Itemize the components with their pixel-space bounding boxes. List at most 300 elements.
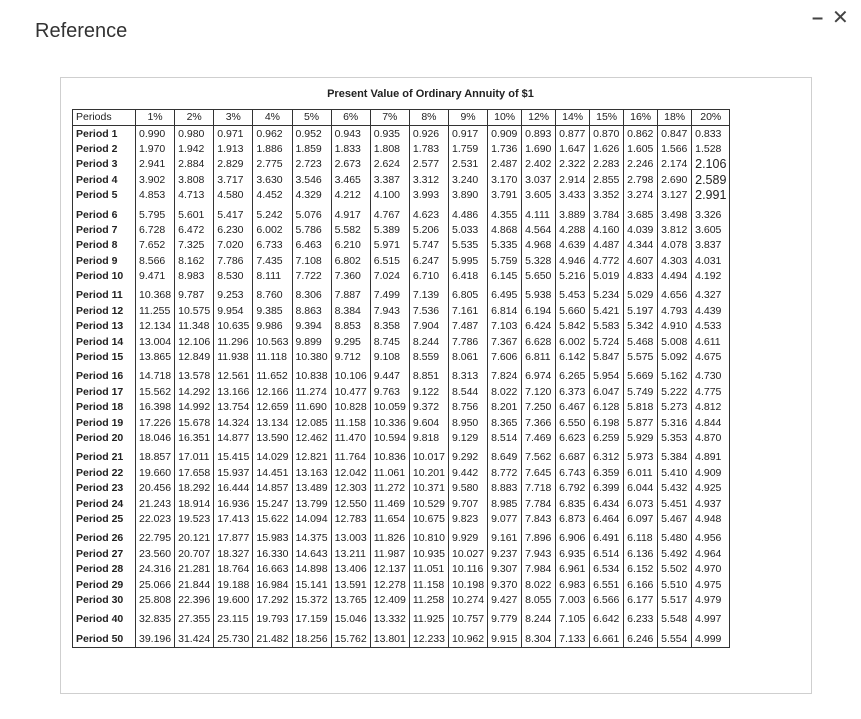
table-cell: 2.577 xyxy=(409,157,448,172)
table-cell: 6.359 xyxy=(590,466,624,481)
table-cell: 13.003 xyxy=(331,531,370,546)
table-cell: 11.255 xyxy=(136,304,175,319)
period-label: Period 28 xyxy=(73,562,136,577)
table-row xyxy=(73,319,730,334)
table-cell: 7.120 xyxy=(522,385,556,400)
table-cell: 10.477 xyxy=(331,385,370,400)
table-cell: 5.517 xyxy=(658,593,692,608)
table-cell: 4.891 xyxy=(692,450,730,465)
table-cell: 5.724 xyxy=(590,334,624,349)
table-cell: 6.424 xyxy=(522,319,556,334)
table-cell: 6.514 xyxy=(590,547,624,562)
table-cell: 5.749 xyxy=(624,385,658,400)
table-row xyxy=(73,188,730,203)
table-cell: 4.355 xyxy=(488,207,522,222)
table-row xyxy=(73,481,730,496)
table-cell: 11.925 xyxy=(409,612,448,627)
table-cell: 9.707 xyxy=(449,496,488,511)
table-cell: 1.942 xyxy=(175,142,214,157)
table-cell: 8.162 xyxy=(175,254,214,269)
table-cell: 17.877 xyxy=(214,531,253,546)
table-cell: 13.134 xyxy=(253,415,292,430)
table-cell: 27.355 xyxy=(175,612,214,627)
header-rate: 5% xyxy=(292,110,331,126)
table-cell: 20.707 xyxy=(175,547,214,562)
table-cell: 6.792 xyxy=(556,481,590,496)
table-cell: 12.821 xyxy=(292,450,331,465)
table-cell: 7.103 xyxy=(488,319,522,334)
table-cell: 7.139 xyxy=(409,288,448,303)
table-cell: 7.896 xyxy=(522,531,556,546)
table-cell: 25.808 xyxy=(136,593,175,608)
table-cell: 4.564 xyxy=(522,223,556,238)
table-cell: 17.226 xyxy=(136,415,175,430)
table-cell: 9.823 xyxy=(449,512,488,527)
table-cell: 7.984 xyxy=(522,562,556,577)
period-label: Period 25 xyxy=(73,512,136,527)
table-cell: 7.718 xyxy=(522,481,556,496)
table-cell: 0.952 xyxy=(292,126,331,142)
table-cell: 7.562 xyxy=(522,450,556,465)
table-cell: 5.076 xyxy=(292,207,331,222)
period-label: Period 30 xyxy=(73,593,136,608)
table-cell: 2.884 xyxy=(175,157,214,172)
table-cell: 1.886 xyxy=(253,142,292,157)
table-cell: 11.348 xyxy=(175,319,214,334)
table-cell: 6.097 xyxy=(624,512,658,527)
table-cell: 14.094 xyxy=(292,512,331,527)
table-cell: 5.410 xyxy=(658,466,692,481)
table-cell: 4.844 xyxy=(692,415,730,430)
table-row xyxy=(73,238,730,253)
table-cell: 4.288 xyxy=(556,223,590,238)
table-cell: 25.730 xyxy=(214,632,253,648)
table-cell: 10.935 xyxy=(409,547,448,562)
table-cell: 5.451 xyxy=(658,496,692,511)
table-cell: 6.210 xyxy=(331,238,370,253)
table-cell: 1.970 xyxy=(136,142,175,157)
table-cell: 11.987 xyxy=(370,547,409,562)
table-cell: 1.690 xyxy=(522,142,556,157)
table-cell: 6.002 xyxy=(253,223,292,238)
table-cell: 3.605 xyxy=(692,223,730,238)
table-cell: 6.974 xyxy=(522,369,556,384)
table-cell: 15.678 xyxy=(175,415,214,430)
header-rate: 15% xyxy=(590,110,624,126)
period-label: Period 6 xyxy=(73,207,136,222)
table-cell: 7.325 xyxy=(175,238,214,253)
table-cell: 6.047 xyxy=(590,385,624,400)
table-cell: 5.759 xyxy=(488,254,522,269)
table-cell: 6.802 xyxy=(331,254,370,269)
table-cell: 6.743 xyxy=(556,466,590,481)
table-cell: 14.375 xyxy=(292,531,331,546)
table-cell: 7.722 xyxy=(292,269,331,284)
table-cell: 8.055 xyxy=(522,593,556,608)
table-cell: 2.855 xyxy=(590,173,624,188)
table-cell: 4.580 xyxy=(214,188,253,203)
table-cell: 11.764 xyxy=(331,450,370,465)
table-cell: 15.372 xyxy=(292,593,331,608)
table-cell: 11.158 xyxy=(331,415,370,430)
table-cell: 5.468 xyxy=(624,334,658,349)
table-cell: 8.559 xyxy=(409,350,448,365)
table-cell: 6.566 xyxy=(590,593,624,608)
table-cell: 6.230 xyxy=(214,223,253,238)
table-cell: 8.772 xyxy=(488,466,522,481)
table-cell: 6.194 xyxy=(522,304,556,319)
table-cell: 21.243 xyxy=(136,496,175,511)
table-row xyxy=(73,632,730,648)
table-cell: 14.898 xyxy=(292,562,331,577)
table-cell: 3.630 xyxy=(253,173,292,188)
table-cell: 0.862 xyxy=(624,126,658,142)
table-cell: 17.658 xyxy=(175,466,214,481)
table-cell: 6.145 xyxy=(488,269,522,284)
table-cell: 5.335 xyxy=(488,238,522,253)
table-cell: 6.166 xyxy=(624,577,658,592)
table-cell: 9.712 xyxy=(331,350,370,365)
table-cell: 13.211 xyxy=(331,547,370,562)
table-cell: 12.462 xyxy=(292,431,331,446)
table-cell: 7.024 xyxy=(370,269,409,284)
table-cell: 13.163 xyxy=(292,466,331,481)
table-cell: 9.394 xyxy=(292,319,331,334)
table-cell: 4.639 xyxy=(556,238,590,253)
table-row xyxy=(73,593,730,608)
table-row xyxy=(73,385,730,400)
table-cell: 14.292 xyxy=(175,385,214,400)
table-cell: 10.198 xyxy=(449,577,488,592)
table-cell: 10.059 xyxy=(370,400,409,415)
period-label: Period 9 xyxy=(73,254,136,269)
table-cell: 9.292 xyxy=(449,450,488,465)
table-cell: 0.877 xyxy=(556,126,590,142)
table-cell: 4.675 xyxy=(692,350,730,365)
table-cell: 3.605 xyxy=(522,188,556,203)
period-label: Period 2 xyxy=(73,142,136,157)
table-cell: 4.487 xyxy=(590,238,624,253)
table-cell: 22.795 xyxy=(136,531,175,546)
table-cell: 8.544 xyxy=(449,385,488,400)
table-cell: 18.914 xyxy=(175,496,214,511)
period-label: Period 40 xyxy=(73,612,136,627)
table-cell: 5.795 xyxy=(136,207,175,222)
period-label: Period 16 xyxy=(73,369,136,384)
table-cell: 5.583 xyxy=(590,319,624,334)
table-row xyxy=(73,466,730,481)
table-cell: 14.324 xyxy=(214,415,253,430)
table-cell: 7.786 xyxy=(449,334,488,349)
table-cell: 3.387 xyxy=(370,173,409,188)
table-cell: 1.808 xyxy=(370,142,409,157)
table-cell: 6.687 xyxy=(556,450,590,465)
table-cell: 14.029 xyxy=(253,450,292,465)
table-cell: 25.066 xyxy=(136,577,175,592)
table-cell: 6.044 xyxy=(624,481,658,496)
table-cell: 5.650 xyxy=(522,269,556,284)
table-cell: 4.975 xyxy=(692,577,730,592)
table-cell: 15.983 xyxy=(253,531,292,546)
table-cell: 4.910 xyxy=(658,319,692,334)
table-cell: 3.326 xyxy=(692,207,730,222)
table-cell: 21.844 xyxy=(175,577,214,592)
table-cell: 4.833 xyxy=(624,269,658,284)
table-cell: 12.561 xyxy=(214,369,253,384)
table-cell: 5.929 xyxy=(624,431,658,446)
period-label: Period 21 xyxy=(73,450,136,465)
table-cell: 5.575 xyxy=(624,350,658,365)
table-cell: 19.793 xyxy=(253,612,292,627)
table-cell: 7.435 xyxy=(253,254,292,269)
table-cell: 1.759 xyxy=(449,142,488,157)
table-row xyxy=(73,400,730,415)
table-cell: 19.523 xyxy=(175,512,214,527)
period-label: Period 14 xyxy=(73,334,136,349)
table-cell: 2.531 xyxy=(449,157,488,172)
table-cell: 12.085 xyxy=(292,415,331,430)
table-cell: 6.983 xyxy=(556,577,590,592)
table-cell: 22.023 xyxy=(136,512,175,527)
table-cell: 9.763 xyxy=(370,385,409,400)
minimize-icon[interactable]: – xyxy=(812,7,824,29)
table-cell: 6.152 xyxy=(624,562,658,577)
table-cell: 7.606 xyxy=(488,350,522,365)
table-cell: 4.533 xyxy=(692,319,730,334)
table-cell: 1.859 xyxy=(292,142,331,157)
table-cell: 3.352 xyxy=(590,188,624,203)
table-cell: 9.580 xyxy=(449,481,488,496)
table-cell: 7.469 xyxy=(522,431,556,446)
table-cell: 5.033 xyxy=(449,223,488,238)
table-cell: 1.783 xyxy=(409,142,448,157)
table-cell: 21.281 xyxy=(175,562,214,577)
table-title: Present Value of Ordinary Annuity of $1 xyxy=(327,88,534,100)
table-cell: 8.244 xyxy=(409,334,448,349)
table-cell: 10.594 xyxy=(370,431,409,446)
table-cell: 13.578 xyxy=(175,369,214,384)
table-cell: 10.336 xyxy=(370,415,409,430)
table-cell: 7.784 xyxy=(522,496,556,511)
table-cell: 5.554 xyxy=(658,632,692,648)
table-cell: 8.985 xyxy=(488,496,522,511)
table-cell: 3.274 xyxy=(624,188,658,203)
table-cell: 5.660 xyxy=(556,304,590,319)
table-cell: 9.129 xyxy=(449,431,488,446)
table-cell: 6.247 xyxy=(409,254,448,269)
table-row xyxy=(73,496,730,511)
table-cell: 5.938 xyxy=(522,288,556,303)
table-row xyxy=(73,431,730,446)
table-cell: 11.118 xyxy=(253,350,292,365)
table-row xyxy=(73,369,730,384)
table-cell: 4.212 xyxy=(331,188,370,203)
period-label: Period 1 xyxy=(73,126,136,142)
table-cell: 7.487 xyxy=(449,319,488,334)
table-cell: 3.902 xyxy=(136,173,175,188)
table-cell: 12.849 xyxy=(175,350,214,365)
table-cell: 7.499 xyxy=(370,288,409,303)
table-cell: 4.946 xyxy=(556,254,590,269)
table-cell: 3.433 xyxy=(556,188,590,203)
table-cell: 2.991 xyxy=(692,188,730,203)
table-cell: 8.756 xyxy=(449,400,488,415)
table-cell: 10.675 xyxy=(409,512,448,527)
table-cell: 1.528 xyxy=(692,142,730,157)
table-cell: 6.642 xyxy=(590,612,624,627)
table-cell: 7.161 xyxy=(449,304,488,319)
table-cell: 3.170 xyxy=(488,173,522,188)
table-cell: 6.198 xyxy=(590,415,624,430)
table-cell: 9.818 xyxy=(409,431,448,446)
table-cell: 9.372 xyxy=(409,400,448,415)
table-cell: 8.304 xyxy=(522,632,556,648)
header-rate: 12% xyxy=(522,110,556,126)
table-cell: 2.322 xyxy=(556,157,590,172)
table-cell: 4.793 xyxy=(658,304,692,319)
table-cell: 7.367 xyxy=(488,334,522,349)
table-cell: 9.077 xyxy=(488,512,522,527)
table-cell: 6.011 xyxy=(624,466,658,481)
table-cell: 8.883 xyxy=(488,481,522,496)
table-cell: 2.174 xyxy=(658,157,692,172)
table-cell: 4.767 xyxy=(370,207,409,222)
table-cell: 12.137 xyxy=(370,562,409,577)
table-row xyxy=(73,173,730,188)
period-label: Period 20 xyxy=(73,431,136,446)
table-cell: 9.986 xyxy=(253,319,292,334)
table-cell: 9.295 xyxy=(331,334,370,349)
table-cell: 8.244 xyxy=(522,612,556,627)
table-cell: 6.961 xyxy=(556,562,590,577)
table-cell: 0.833 xyxy=(692,126,730,142)
table-cell: 18.857 xyxy=(136,450,175,465)
table-cell: 4.303 xyxy=(658,254,692,269)
table-cell: 12.783 xyxy=(331,512,370,527)
header-rate: 14% xyxy=(556,110,590,126)
table-cell: 11.158 xyxy=(409,577,448,592)
table-cell: 4.909 xyxy=(692,466,730,481)
table-cell: 7.652 xyxy=(136,238,175,253)
table-cell: 4.656 xyxy=(658,288,692,303)
table-cell: 18.327 xyxy=(214,547,253,562)
table-cell: 17.011 xyxy=(175,450,214,465)
table-cell: 10.201 xyxy=(409,466,448,481)
table-cell: 7.250 xyxy=(522,400,556,415)
table-cell: 4.439 xyxy=(692,304,730,319)
table-cell: 4.327 xyxy=(692,288,730,303)
table-cell: 7.360 xyxy=(331,269,370,284)
table-cell: 6.463 xyxy=(292,238,331,253)
table-cell: 10.116 xyxy=(449,562,488,577)
table-cell: 10.838 xyxy=(292,369,331,384)
reference-title: Reference xyxy=(35,20,128,42)
table-cell: 4.997 xyxy=(692,612,730,627)
table-cell: 4.111 xyxy=(522,207,556,222)
table-cell: 16.330 xyxy=(253,547,292,562)
table-cell: 9.787 xyxy=(175,288,214,303)
table-cell: 9.915 xyxy=(488,632,522,648)
header-rate: 3% xyxy=(214,110,253,126)
table-cell: 7.003 xyxy=(556,593,590,608)
table-cell: 5.162 xyxy=(658,369,692,384)
table-cell: 2.624 xyxy=(370,157,409,172)
table-cell: 5.242 xyxy=(253,207,292,222)
table-cell: 0.847 xyxy=(658,126,692,142)
table-cell: 8.514 xyxy=(488,431,522,446)
table-cell: 8.530 xyxy=(214,269,253,284)
close-icon[interactable]: ✕ xyxy=(832,7,849,29)
table-cell: 7.020 xyxy=(214,238,253,253)
table-cell: 3.993 xyxy=(409,188,448,203)
table-cell: 6.935 xyxy=(556,547,590,562)
table-cell: 5.008 xyxy=(658,334,692,349)
table-cell: 4.607 xyxy=(624,254,658,269)
table-cell: 12.409 xyxy=(370,593,409,608)
table-cell: 8.313 xyxy=(449,369,488,384)
table-cell: 16.398 xyxy=(136,400,175,415)
table-cell: 10.635 xyxy=(214,319,253,334)
table-cell: 6.515 xyxy=(370,254,409,269)
table-cell: 7.887 xyxy=(331,288,370,303)
table-cell: 13.865 xyxy=(136,350,175,365)
table-cell: 1.566 xyxy=(658,142,692,157)
table-cell: 6.434 xyxy=(590,496,624,511)
table-cell: 0.926 xyxy=(409,126,448,142)
table-row xyxy=(73,612,730,627)
table-cell: 6.118 xyxy=(624,531,658,546)
table-cell: 14.877 xyxy=(214,431,253,446)
table-cell: 0.917 xyxy=(449,126,488,142)
table-row xyxy=(73,269,730,284)
header-rate: 1% xyxy=(136,110,175,126)
table-row xyxy=(73,531,730,546)
table-cell: 10.529 xyxy=(409,496,448,511)
table-cell: 5.669 xyxy=(624,369,658,384)
period-label: Period 8 xyxy=(73,238,136,253)
table-cell: 0.962 xyxy=(253,126,292,142)
table-cell: 2.673 xyxy=(331,157,370,172)
table-cell: 5.480 xyxy=(658,531,692,546)
table-cell: 5.582 xyxy=(331,223,370,238)
table-cell: 3.685 xyxy=(624,207,658,222)
table-cell: 11.690 xyxy=(292,400,331,415)
table-cell: 13.765 xyxy=(331,593,370,608)
table-cell: 21.482 xyxy=(253,632,292,648)
table-row xyxy=(73,288,730,303)
table-cell: 5.389 xyxy=(370,223,409,238)
table-cell: 6.733 xyxy=(253,238,292,253)
table-cell: 11.272 xyxy=(370,481,409,496)
table-cell: 14.857 xyxy=(253,481,292,496)
table-row xyxy=(73,415,730,430)
table-cell: 5.316 xyxy=(658,415,692,430)
table-cell: 9.370 xyxy=(488,577,522,592)
header-rate: 7% xyxy=(370,110,409,126)
table-cell: 11.061 xyxy=(370,466,409,481)
period-label: Period 15 xyxy=(73,350,136,365)
table-cell: 5.342 xyxy=(624,319,658,334)
header-rate: 2% xyxy=(175,110,214,126)
period-label: Period 19 xyxy=(73,415,136,430)
table-cell: 3.784 xyxy=(590,207,624,222)
table-cell: 9.447 xyxy=(370,369,409,384)
table-cell: 5.206 xyxy=(409,223,448,238)
period-label: Period 22 xyxy=(73,466,136,481)
table-cell: 4.772 xyxy=(590,254,624,269)
table-cell: 5.467 xyxy=(658,512,692,527)
table-cell: 9.442 xyxy=(449,466,488,481)
